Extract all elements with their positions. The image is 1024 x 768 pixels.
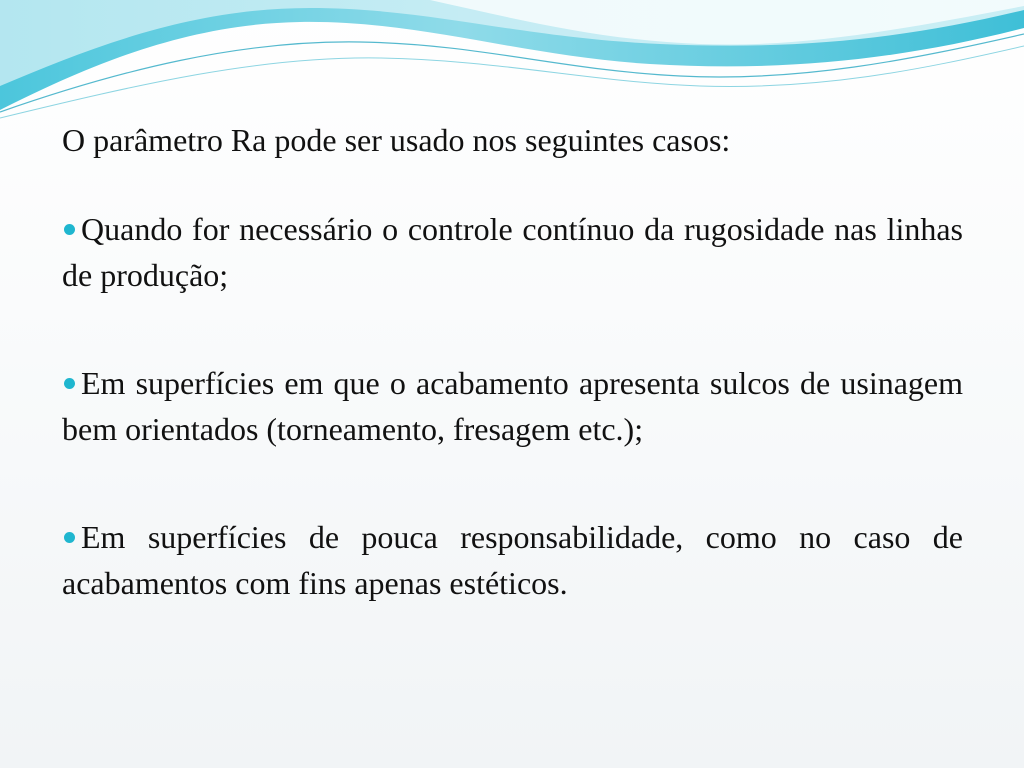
bullet-dot-icon	[64, 378, 75, 389]
slide-content	[62, 118, 963, 668]
bullet-list	[62, 206, 963, 606]
bullet-text: Em superfícies em que o acabamento apresenta sulcos de usinagem bem orientados (torneamento, fresagem etc.);	[62, 365, 963, 447]
bullet-item	[62, 206, 963, 298]
bullet-text: Quando for necessário o controle contínuo da rugosidade nas linhas de produção;	[62, 211, 963, 293]
header-wave-decoration	[0, 0, 1024, 120]
bullet-item	[62, 360, 963, 452]
intro-text: O parâmetro Ra pode ser usado nos seguintes casos:	[62, 122, 731, 158]
bullet-item	[62, 514, 963, 606]
bullet-dot-icon	[64, 224, 75, 235]
bullet-text: Em superfícies de pouca responsabilidade, como no caso de acabamentos com fins apenas estéticos.	[62, 519, 963, 601]
bullet-dot-icon	[64, 532, 75, 543]
